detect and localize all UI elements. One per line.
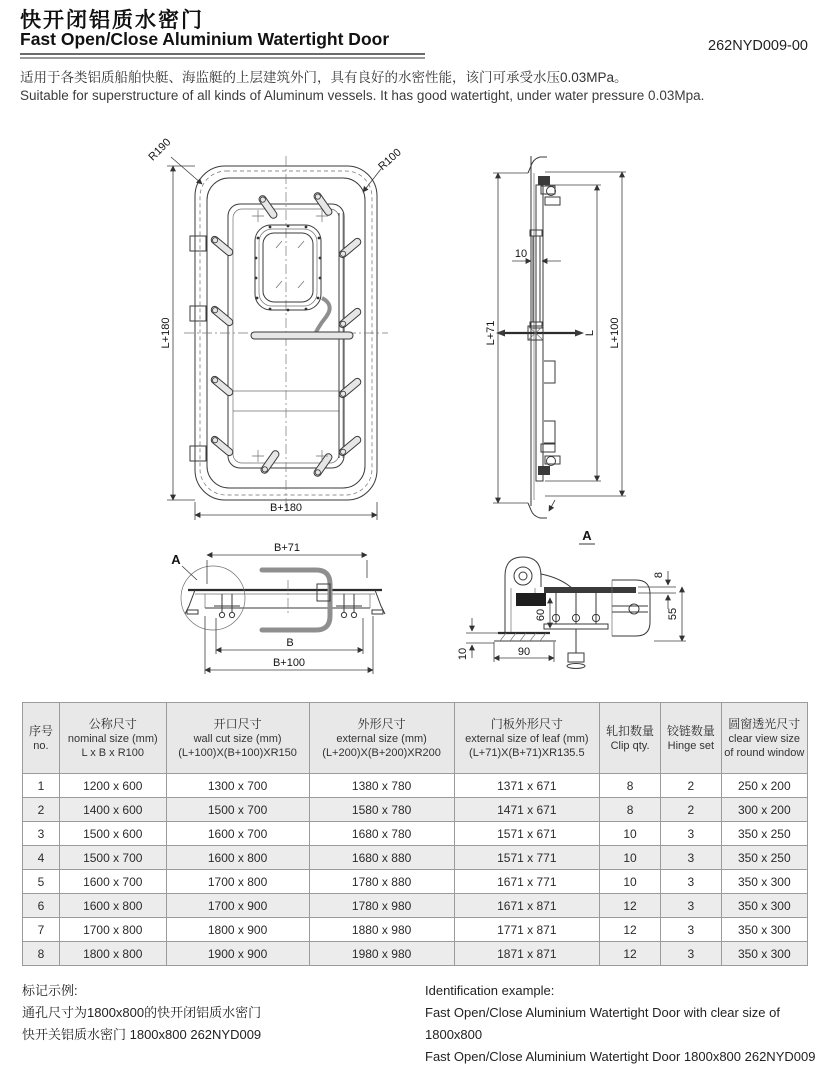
identification-example-zh: [22, 980, 261, 1046]
table-cell: 10: [599, 846, 660, 870]
col-header-zh: 轧扣数量: [606, 723, 655, 738]
id-example-zh-title: 标记示例:: [22, 983, 78, 998]
col-header-en: Clip qty.: [610, 739, 650, 752]
detail-title: A: [582, 528, 592, 543]
side-view-drawing: [485, 156, 626, 518]
table-row: [23, 918, 808, 942]
col-header-en: clear view size: [728, 732, 801, 745]
table-cell: 250 x 200: [721, 774, 807, 798]
table-cell: 1200 x 600: [59, 774, 166, 798]
table-cell: 2: [661, 798, 721, 822]
table-cell: 1680 x 880: [309, 846, 454, 870]
description-en: Suitable for superstructure of all kinds of Aluminum vessels. It has good watertight, under water pressure 0.03Mpa.: [20, 88, 705, 103]
col-header-formula: of round window: [724, 746, 805, 759]
table-cell: 5: [23, 870, 60, 894]
col-header-external-size: [309, 703, 454, 774]
title-divider: [20, 53, 425, 59]
table-cell: 300 x 200: [721, 798, 807, 822]
front-dim-bottom-label: B+180: [269, 502, 303, 514]
col-header-clip-qty: [599, 703, 660, 774]
table-cell: 350 x 250: [721, 846, 807, 870]
page-title-en: Fast Open/Close Aluminium Watertight Door: [20, 29, 390, 49]
table-row: [23, 798, 808, 822]
porthole-window: [255, 225, 322, 312]
id-example-en-title: Identification example:: [425, 983, 555, 998]
table-cell: 1800 x 900: [166, 918, 309, 942]
table-cell: 3: [661, 942, 721, 966]
detail-dim-height-label: 55: [667, 607, 679, 621]
table-cell: 8: [599, 798, 660, 822]
gasket-block: [516, 593, 546, 606]
table-row: [23, 894, 808, 918]
side-dim-right-label: L+100: [609, 317, 621, 349]
table-cell: 12: [599, 918, 660, 942]
table-cell: 1600 x 700: [59, 870, 166, 894]
col-header-zh: 公称尺寸: [88, 716, 137, 731]
plan-view-drawing: [171, 542, 385, 674]
col-header-wall-cut-size: [166, 703, 309, 774]
table-cell: 1571 x 771: [454, 846, 599, 870]
page-title-zh: 快开闭铝质水密门: [20, 9, 204, 32]
table-cell: 1500 x 600: [59, 822, 166, 846]
detail-a-drawing: [457, 500, 686, 669]
table-cell: 1700 x 800: [59, 918, 166, 942]
table-cell: 1780 x 880: [309, 870, 454, 894]
front-radius-right-label: R100: [376, 146, 404, 174]
table-cell: 12: [599, 942, 660, 966]
table-cell: 1871 x 871: [454, 942, 599, 966]
table-cell: 1771 x 871: [454, 918, 599, 942]
table-row: [23, 822, 808, 846]
col-header-no: [23, 703, 60, 774]
table-cell: 1380 x 780: [309, 774, 454, 798]
table-cell: 1600 x 800: [166, 846, 309, 870]
description-zh: 适用于各类铝质船舶快艇、海监艇的上层建筑外门，具有良好的水密性能，该门可承受水压0.03MPa。: [20, 70, 628, 85]
detail-dim-base-label: 10: [457, 647, 469, 661]
table-cell: 3: [661, 870, 721, 894]
table-cell: 1580 x 780: [309, 798, 454, 822]
col-header-zh: 外形尺寸: [357, 716, 406, 731]
table-cell: 1900 x 900: [166, 942, 309, 966]
id-example-zh-line2: 快开关铝质水密门 1800x800 262NYD009: [22, 1027, 262, 1042]
table-cell: 1371 x 671: [454, 774, 599, 798]
table-cell: 1300 x 700: [166, 774, 309, 798]
front-dim-left-label: L+180: [160, 317, 172, 349]
id-example-en-line2: Fast Open/Close Aluminium Watertight Door 1800x800 262NYD009: [425, 1049, 816, 1064]
plan-dim-bottom-label: B+100: [272, 657, 306, 669]
col-header-en: external size of leaf (mm): [465, 732, 589, 745]
col-header-hinge-set: [661, 703, 721, 774]
table-header-row: [23, 703, 808, 774]
table-cell: 8: [23, 942, 60, 966]
table-cell: 1800 x 800: [59, 942, 166, 966]
col-header-en: wall cut size (mm): [193, 732, 282, 745]
table-row: [23, 942, 808, 966]
table-cell: 12: [599, 894, 660, 918]
table-cell: 1680 x 780: [309, 822, 454, 846]
col-header-en: external size (mm): [336, 732, 427, 745]
table-cell: 1500 x 700: [59, 846, 166, 870]
size-table-wrap: [22, 702, 808, 966]
table-cell: 350 x 250: [721, 822, 807, 846]
col-header-zh: 铰链数量: [666, 723, 715, 738]
clip-mechanism: [544, 593, 648, 669]
table-cell: 350 x 300: [721, 870, 807, 894]
table-cell: 350 x 300: [721, 942, 807, 966]
table-cell: 3: [23, 822, 60, 846]
size-table: [22, 702, 808, 966]
hinges: [190, 236, 206, 461]
front-view-drawing: [146, 136, 403, 520]
side-dim-left-label: L+71: [485, 320, 497, 346]
col-header-formula: (L+200)X(B+200)XR200: [322, 746, 441, 759]
col-header-formula: L x B x R100: [81, 746, 145, 759]
table-cell: 350 x 300: [721, 894, 807, 918]
table-cell: 7: [23, 918, 60, 942]
side-dim-inner-label: L: [584, 329, 596, 337]
table-cell: 1671 x 771: [454, 870, 599, 894]
id-example-en-line1: Fast Open/Close Aluminium Watertight Door with clear size of 1800x800: [425, 1005, 780, 1042]
col-header-zh: 门板外形尺寸: [490, 716, 563, 731]
table-cell: 1500 x 700: [166, 798, 309, 822]
table-cell: 3: [661, 822, 721, 846]
table-cell: 10: [599, 822, 660, 846]
front-radius-left-label: R190: [146, 136, 174, 164]
col-header-formula: (L+71)X(B+71)XR135.5: [469, 746, 585, 759]
plan-detail-callout-label: A: [171, 552, 181, 567]
table-cell: 1700 x 900: [166, 894, 309, 918]
col-header-leaf-size: [454, 703, 599, 774]
table-cell: 1400 x 600: [59, 798, 166, 822]
col-header-en: nominal size (mm): [67, 732, 158, 745]
door-plate-section: [544, 587, 636, 593]
table-cell: 1471 x 671: [454, 798, 599, 822]
technical-drawings: [0, 128, 830, 690]
table-cell: 3: [661, 918, 721, 942]
table-cell: 1571 x 671: [454, 822, 599, 846]
col-header-formula: (L+100)X(B+100)XR150: [178, 746, 297, 759]
col-header-zh: 开口尺寸: [213, 716, 262, 731]
detail-dim-width-label: 90: [517, 646, 531, 658]
table-cell: 2: [661, 774, 721, 798]
door-handle-bar: [251, 332, 353, 339]
side-dim-rod-label: 10: [514, 248, 528, 260]
col-header-round-window: [721, 703, 807, 774]
plan-dim-top-label: B+71: [274, 542, 300, 554]
table-cell: 1700 x 800: [166, 870, 309, 894]
table-row: [23, 846, 808, 870]
table-row: [23, 774, 808, 798]
table-cell: 1980 x 980: [309, 942, 454, 966]
col-header-en: no.: [33, 739, 49, 752]
table-row: [23, 870, 808, 894]
table-cell: 4: [23, 846, 60, 870]
table-cell: 1: [23, 774, 60, 798]
col-header-en: Hinge set: [667, 739, 715, 752]
table-cell: 1780 x 980: [309, 894, 454, 918]
detail-dim-plate-label: 8: [653, 571, 665, 579]
id-example-zh-line1: 通孔尺寸为1800x800的快开闭铝质水密门: [22, 1005, 262, 1020]
col-header-zh: 圆窗透光尺寸: [728, 716, 801, 731]
plan-dim-mid-label: B: [286, 637, 294, 649]
u-handle: [262, 570, 330, 630]
table-cell: 1600 x 700: [166, 822, 309, 846]
table-cell: 350 x 300: [721, 918, 807, 942]
table-cell: 3: [661, 894, 721, 918]
table-cell: 10: [599, 870, 660, 894]
table-cell: 1671 x 871: [454, 894, 599, 918]
detail-dim-inner-label: 60: [535, 608, 547, 622]
col-header-zh: 序号: [28, 723, 53, 738]
table-body: [23, 774, 808, 966]
table-cell: 2: [23, 798, 60, 822]
table-cell: 8: [599, 774, 660, 798]
document-number: 262NYD009-00: [708, 38, 808, 54]
table-cell: 6: [23, 894, 60, 918]
table-cell: 1600 x 800: [59, 894, 166, 918]
identification-example-en: [425, 980, 830, 1068]
table-cell: 1880 x 980: [309, 918, 454, 942]
table-cell: 3: [661, 846, 721, 870]
col-header-nominal-size: [59, 703, 166, 774]
detail-a-circle: [181, 566, 245, 630]
